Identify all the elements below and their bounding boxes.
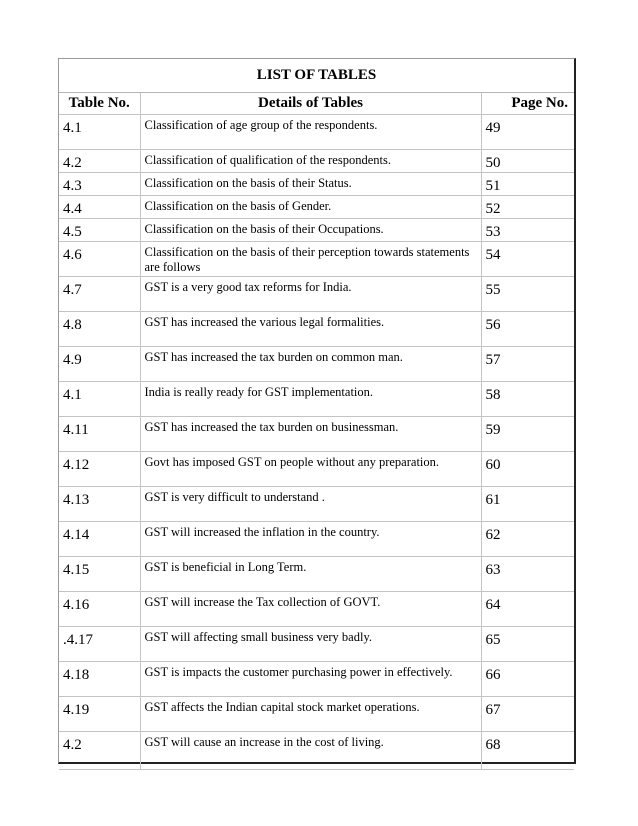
row-table-no: 4.11 <box>59 416 140 451</box>
row-details: GST has increased the tax burden on businessman. <box>140 416 481 451</box>
row-table-no: 4.18 <box>59 661 140 696</box>
row-page-no: 54 <box>481 241 574 276</box>
row-page-no: 56 <box>481 311 574 346</box>
row-page-no: 50 <box>481 149 574 172</box>
row-details: GST will increased the inflation in the country. <box>140 521 481 556</box>
row-table-no: .4.17 <box>59 626 140 661</box>
table-row <box>59 149 574 172</box>
row-page-no: 67 <box>481 696 574 731</box>
row-page-no: 55 <box>481 276 574 311</box>
row-details: GST is impacts the customer purchasing power in effectively. <box>140 661 481 696</box>
row-table-no: 4.6 <box>59 241 140 276</box>
tables-index <box>59 93 574 770</box>
row-page-no: 49 <box>481 114 574 149</box>
row-details: Classification on the basis of their Status. <box>140 172 481 195</box>
table-row <box>59 195 574 218</box>
list-of-tables-frame <box>58 58 576 764</box>
table-row <box>59 114 574 149</box>
header-page-no: Page No. <box>481 93 574 114</box>
row-page-no: 64 <box>481 591 574 626</box>
table-row <box>59 241 574 276</box>
page-title: LIST OF TABLES <box>59 59 574 93</box>
row-page-no: 68 <box>481 731 574 769</box>
row-page-no: 63 <box>481 556 574 591</box>
table-row <box>59 626 574 661</box>
table-row <box>59 172 574 195</box>
row-table-no: 4.3 <box>59 172 140 195</box>
row-table-no: 4.9 <box>59 346 140 381</box>
row-details: Govt has imposed GST on people without any preparation. <box>140 451 481 486</box>
row-details: GST will increase the Tax collection of GOVT. <box>140 591 481 626</box>
table-body <box>59 114 574 769</box>
row-page-no: 61 <box>481 486 574 521</box>
row-details: Classification of age group of the respondents. <box>140 114 481 149</box>
table-row <box>59 311 574 346</box>
row-table-no: 4.1 <box>59 381 140 416</box>
row-details: India is really ready for GST implementation. <box>140 381 481 416</box>
row-details: Classification on the basis of their perception towards statements are follows <box>140 241 481 276</box>
row-details: GST will affecting small business very badly. <box>140 626 481 661</box>
row-details: GST is a very good tax reforms for India. <box>140 276 481 311</box>
table-row <box>59 218 574 241</box>
row-details: Classification of qualification of the respondents. <box>140 149 481 172</box>
row-table-no: 4.19 <box>59 696 140 731</box>
row-details: Classification on the basis of Gender. <box>140 195 481 218</box>
table-row <box>59 276 574 311</box>
row-page-no: 62 <box>481 521 574 556</box>
row-page-no: 65 <box>481 626 574 661</box>
row-page-no: 58 <box>481 381 574 416</box>
row-details: GST is very difficult to understand . <box>140 486 481 521</box>
table-row <box>59 416 574 451</box>
table-row <box>59 521 574 556</box>
row-page-no: 51 <box>481 172 574 195</box>
table-row <box>59 661 574 696</box>
row-table-no: 4.15 <box>59 556 140 591</box>
table-row <box>59 346 574 381</box>
row-table-no: 4.4 <box>59 195 140 218</box>
row-page-no: 59 <box>481 416 574 451</box>
row-table-no: 4.14 <box>59 521 140 556</box>
row-details: GST is beneficial in Long Term. <box>140 556 481 591</box>
row-table-no: 4.2 <box>59 149 140 172</box>
row-details: GST has increased the various legal formalities. <box>140 311 481 346</box>
row-table-no: 4.16 <box>59 591 140 626</box>
row-page-no: 53 <box>481 218 574 241</box>
row-table-no: 4.13 <box>59 486 140 521</box>
row-table-no: 4.8 <box>59 311 140 346</box>
table-row <box>59 451 574 486</box>
row-details: GST has increased the tax burden on common man. <box>140 346 481 381</box>
table-row <box>59 556 574 591</box>
row-table-no: 4.1 <box>59 114 140 149</box>
row-table-no: 4.5 <box>59 218 140 241</box>
row-page-no: 52 <box>481 195 574 218</box>
row-page-no: 66 <box>481 661 574 696</box>
row-page-no: 57 <box>481 346 574 381</box>
table-row <box>59 486 574 521</box>
row-table-no: 4.2 <box>59 731 140 769</box>
table-row <box>59 591 574 626</box>
header-table-no: Table No. <box>59 93 140 114</box>
row-table-no: 4.7 <box>59 276 140 311</box>
row-details: GST affects the Indian capital stock market operations. <box>140 696 481 731</box>
row-details: Classification on the basis of their Occupations. <box>140 218 481 241</box>
table-row <box>59 696 574 731</box>
row-table-no: 4.12 <box>59 451 140 486</box>
table-row <box>59 381 574 416</box>
header-details: Details of Tables <box>140 93 481 114</box>
header-row <box>59 93 574 114</box>
row-page-no: 60 <box>481 451 574 486</box>
row-details: GST will cause an increase in the cost of living. <box>140 731 481 769</box>
table-row <box>59 731 574 769</box>
